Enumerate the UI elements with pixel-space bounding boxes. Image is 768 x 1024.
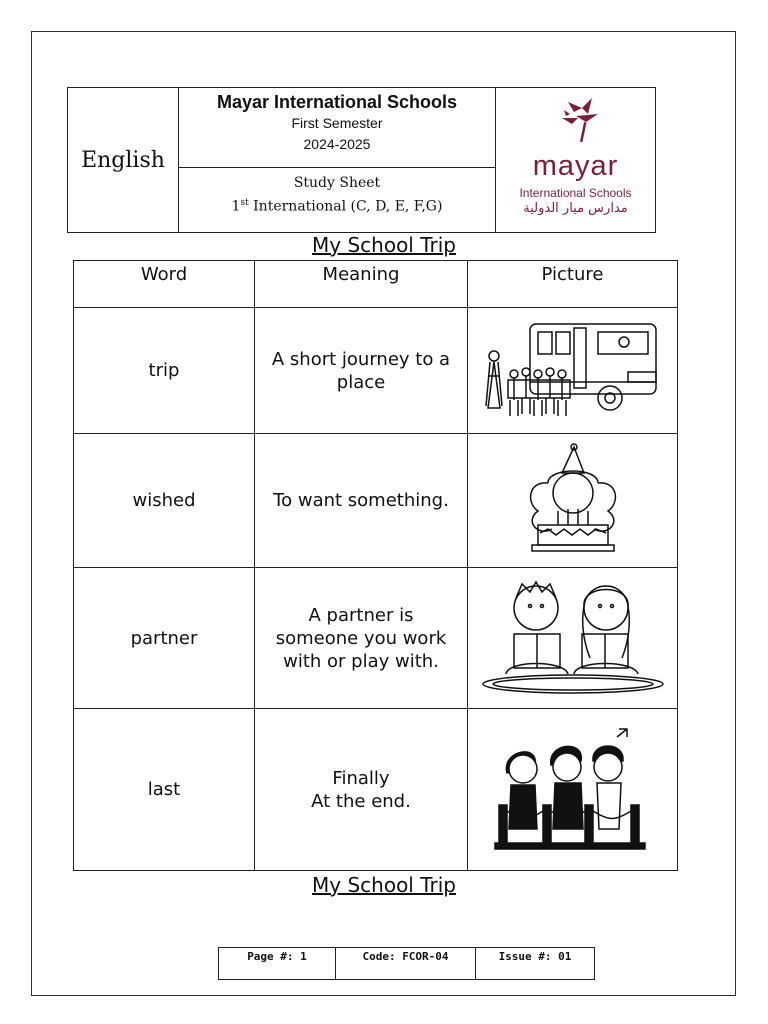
column-header-word: Word — [74, 261, 255, 307]
word-cell: wished — [74, 434, 255, 567]
school-bus-children-icon — [478, 316, 668, 426]
column-header-picture: Picture — [541, 264, 604, 285]
column-header-meaning: Meaning — [255, 261, 468, 307]
meaning-cell — [255, 568, 468, 708]
table-row — [74, 434, 677, 568]
star-logo-icon — [496, 88, 655, 150]
children-in-line-icon — [493, 725, 653, 855]
document-code: Code: FCOR-04 — [336, 948, 476, 979]
vocabulary-table — [73, 260, 678, 871]
school-info — [179, 88, 495, 168]
table-header-row — [74, 261, 677, 308]
grade-number: 1 — [231, 198, 241, 215]
two-children-reading-icon — [478, 578, 668, 698]
picture-cell — [468, 434, 677, 567]
school-logo — [496, 88, 655, 232]
meaning-text: A short journey to a place — [271, 348, 451, 393]
picture-cell — [468, 308, 677, 433]
document-header — [67, 87, 656, 233]
table-row — [74, 308, 677, 434]
logo-wordmark: mayar — [532, 150, 619, 182]
grade-label — [179, 193, 495, 217]
document-footer — [218, 947, 595, 980]
footer-title: My School Trip — [312, 873, 456, 897]
school-name: Mayar International Schools — [216, 92, 458, 112]
page-number: Page #: 1 — [219, 948, 336, 979]
meaning-cell — [255, 709, 468, 870]
sheet-info — [179, 168, 495, 232]
meaning-text: Finally At the end. — [311, 767, 411, 812]
meaning-cell — [255, 434, 468, 567]
grade-classes: International (C, D, E, F,G) — [248, 198, 443, 215]
word-cell: partner — [74, 568, 255, 708]
word-cell: last — [74, 709, 255, 870]
meaning-text: To want something. — [273, 490, 449, 511]
subject-label: English — [68, 88, 179, 232]
table-row — [74, 709, 677, 870]
sheet-type: Study Sheet — [293, 175, 381, 191]
issue-number: Issue #: 01 — [498, 950, 572, 963]
header-info — [179, 88, 496, 232]
picture-cell — [468, 568, 677, 708]
meaning-cell — [255, 308, 468, 433]
birthday-girl-cake-icon — [518, 441, 628, 561]
table-row — [74, 568, 677, 709]
logo-arabic: مدارس ميار الدولية — [523, 201, 628, 216]
page-title: My School Trip — [312, 233, 456, 257]
meaning-text: A partner is someone you work with or play with. — [275, 604, 447, 672]
picture-cell — [468, 709, 677, 870]
word-cell: trip — [74, 308, 255, 433]
logo-subtitle: International Schools — [519, 186, 632, 200]
semester-label: First Semester — [291, 115, 383, 131]
academic-year: 2024-2025 — [303, 136, 371, 152]
grade-ordinal: st — [240, 198, 249, 208]
